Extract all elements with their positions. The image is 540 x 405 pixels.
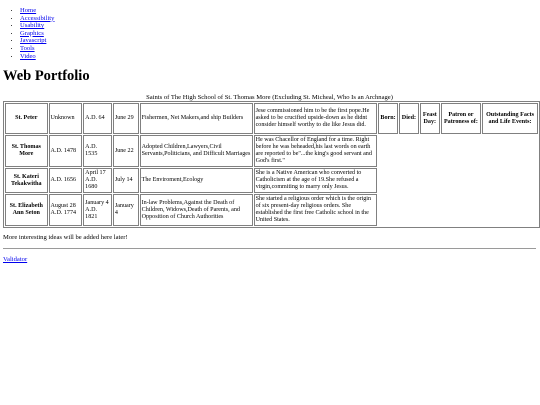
patron-cell: Fishermen, Net Makers,and ship Builders bbox=[140, 103, 253, 134]
nav-link-usability[interactable]: Usability bbox=[20, 22, 45, 30]
nav-item-graphics bbox=[20, 30, 129, 38]
nav-link-javascript[interactable]: Javascript bbox=[20, 37, 47, 45]
nav-item-accessibility bbox=[20, 15, 129, 23]
born-cell: Unknown bbox=[49, 103, 83, 134]
saint-name-cell: St. Elizabeth Ann Seton bbox=[5, 194, 48, 226]
table-row bbox=[5, 103, 538, 134]
died-cell: January 4 A.D. 1821 bbox=[83, 194, 112, 226]
divider bbox=[3, 248, 536, 249]
validator-link[interactable]: Validator bbox=[3, 256, 28, 263]
table-caption: Saints of The High School of St. Thomas More (Excluding St. Micheal, Who Is an Archnage) bbox=[146, 94, 393, 101]
table-row bbox=[5, 168, 538, 193]
closing-note: More interesting ideas will be added here later! bbox=[3, 234, 128, 241]
nav-link-accessibility[interactable]: Accessibility bbox=[20, 14, 55, 22]
nav-item-usability bbox=[20, 22, 129, 30]
header-feast-day: Feast Day: bbox=[420, 103, 440, 134]
nav-item-tools bbox=[20, 45, 129, 53]
nav-link-graphics[interactable]: Graphics bbox=[20, 29, 44, 37]
born-cell: A.D. 1656 bbox=[49, 168, 83, 193]
saint-name-cell: St. Kateri Tekakwitha bbox=[5, 168, 48, 193]
site-nav bbox=[9, 7, 129, 60]
facts-cell: Jese commissioned him to be the first pope.He asked to be crucified upside-down as he didnt consider himself worthy to die like Jesus did. bbox=[254, 103, 377, 134]
feast-cell: June 29 bbox=[113, 103, 139, 134]
nav-item-javascript bbox=[20, 37, 129, 45]
page-title: Web Portfolio bbox=[3, 68, 90, 84]
table-row bbox=[5, 135, 538, 167]
header-born: Born: bbox=[378, 103, 398, 134]
patron-cell: The Enviroment,Ecology bbox=[140, 168, 253, 193]
feast-cell: July 14 bbox=[113, 168, 139, 193]
died-cell: April 17 A.D. 1680 bbox=[83, 168, 112, 193]
nav-link-home[interactable]: Home bbox=[20, 7, 37, 14]
born-cell: August 28 A.D. 1774 bbox=[49, 194, 83, 226]
header-died: Died: bbox=[399, 103, 419, 134]
header-facts: Outstanding Facts and Life Events: bbox=[482, 103, 538, 134]
patron-cell: In-law Problems,Against the Death of Children, Widows,Death of Parents, and Opposition of Church Authorities bbox=[140, 194, 253, 226]
nav-link-video[interactable]: Video bbox=[20, 52, 36, 60]
feast-cell: January 4 bbox=[113, 194, 139, 226]
facts-cell: She started a religious order which is the origin of six present-day religious orders. She established the first free Catholic school in the United States. bbox=[254, 194, 377, 226]
table-row bbox=[5, 194, 538, 226]
saint-name-cell: St. Thomas More bbox=[5, 135, 48, 167]
feast-cell: June 22 bbox=[113, 135, 139, 167]
saints-table bbox=[3, 101, 540, 228]
nav-link-tools[interactable]: Tools bbox=[20, 44, 35, 52]
header-patron: Patron or Patroness of: bbox=[441, 103, 481, 134]
nav-item-home bbox=[20, 7, 129, 15]
born-cell: A.D. 1478 bbox=[49, 135, 83, 167]
died-cell: A.D. 64 bbox=[83, 103, 112, 134]
facts-cell: She is a Native American who converted to Catholicism at the age of 19.She refused a virgin,commiting to marry only Jesus. bbox=[254, 168, 377, 193]
patron-cell: Adopted Children,Lawyers,Civil Servants,Politicians, and Difficult Marriages bbox=[140, 135, 253, 167]
nav-item-video bbox=[20, 53, 129, 61]
died-cell: A.D. 1535 bbox=[83, 135, 112, 167]
facts-cell: He was Chacellor of England for a time. Right before he was beheaded,his last words on earth are reported to be"...the king's good servant and God's first." bbox=[254, 135, 377, 167]
saint-name-cell: St. Peter bbox=[5, 103, 48, 134]
